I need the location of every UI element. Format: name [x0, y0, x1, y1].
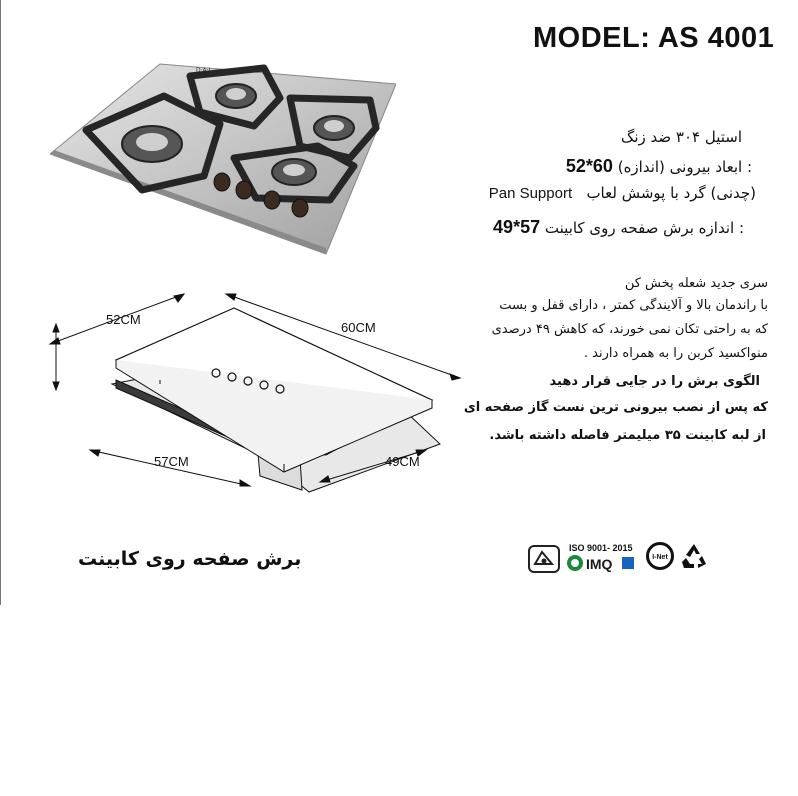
- description-line-4: منواکسید کربن را به همراه دارند .: [583, 346, 768, 361]
- description-line-3: که به راحتی تکان نمی خورند، که کاهش ۴۹ درصدی: [491, 322, 768, 337]
- svg-text:D·A·I: D·A·I: [196, 67, 211, 74]
- spec-outer-size-label: : ابعاد بیرونی (اندازه): [617, 158, 752, 176]
- install-note-line-2: که پس از نصب بیرونی ترین نست گاز صفحه ای: [463, 400, 768, 415]
- recycle-icon: [680, 542, 708, 570]
- left-border-line: [0, 0, 1, 605]
- inet-icon: [646, 542, 674, 570]
- cutout-title: برش صفحه روی کابینت: [78, 548, 302, 570]
- spec-cutout-value: 57*49: [493, 217, 541, 237]
- svg-text:I-Net: I-Net: [652, 554, 668, 561]
- spec-material: استیل ۳۰۴ ضد زنگ: [620, 128, 742, 146]
- iso-label: ISO 9001- 2015: [569, 543, 633, 553]
- spec-pan-support-label: Pan Support: [488, 185, 573, 202]
- dimension-57cm: 57CM: [154, 454, 189, 469]
- svg-text:IMQ: IMQ: [586, 556, 613, 572]
- spec-outer-size: [566, 156, 752, 177]
- dimension-49cm: 49CM: [385, 454, 420, 469]
- inm-icon: [528, 545, 560, 573]
- description-line-2: با راندمان بالا و آلایندگی کمتر ، دارای قفل و بست: [499, 298, 768, 313]
- model-title: MODEL: AS 4001: [533, 22, 775, 54]
- dimension-52cm: 52CM: [106, 312, 141, 327]
- spec-cutout-label: : اندازه برش صفحه روی کابینت: [544, 219, 744, 237]
- spec-pan-support-desc: (چدنی) گرد با پوشش لعاب: [586, 184, 756, 202]
- description-line-1: سری جدید شعله پخش کن: [624, 276, 768, 291]
- spec-pan-support: [489, 184, 756, 202]
- install-note-line-1: الگوی برش را در جایی قرار دهید: [549, 374, 760, 389]
- spec-outer-size-value: 60*52: [565, 156, 613, 176]
- cooktop-product-image: [50, 58, 396, 256]
- imq-icon: [566, 554, 636, 572]
- dimension-60cm: 60CM: [341, 320, 376, 335]
- install-note-line-3: از لبه کابینت ۳۵ میلیمتر فاصله داشته باشد.: [489, 428, 766, 443]
- spec-cutout-size: [493, 217, 744, 238]
